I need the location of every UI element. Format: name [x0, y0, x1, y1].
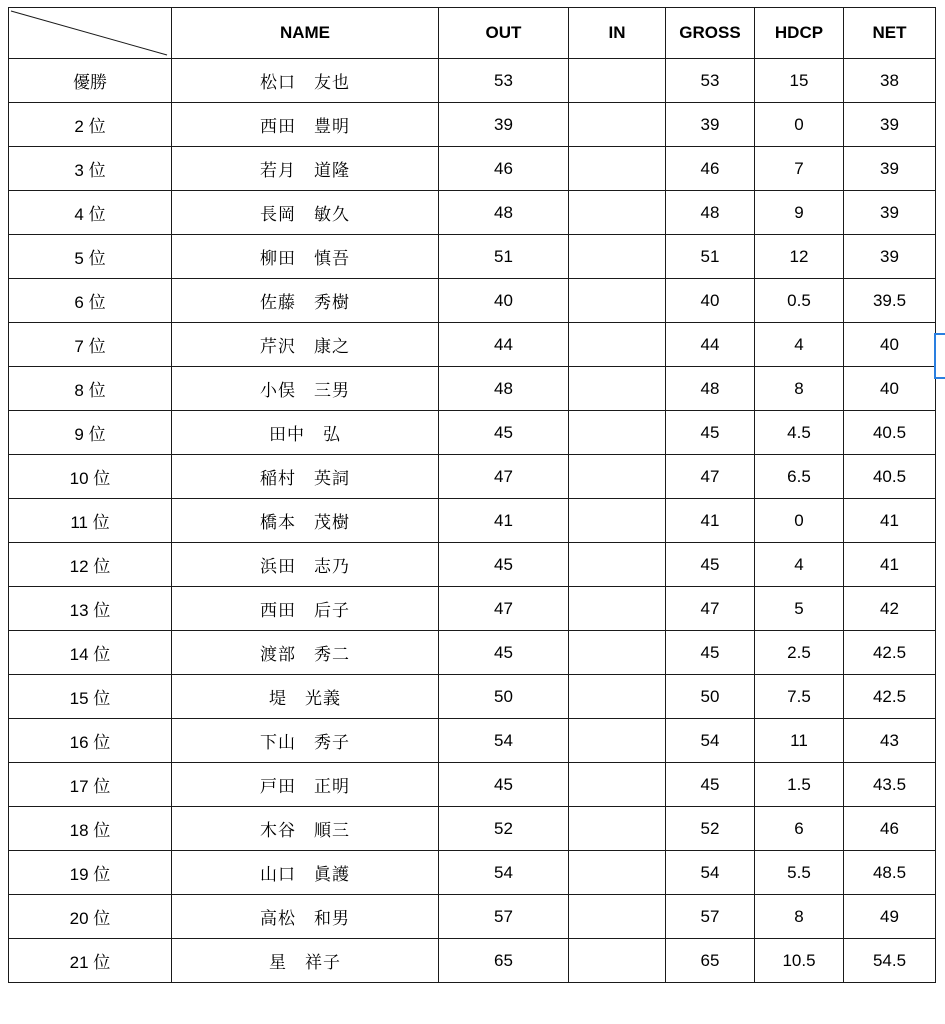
net-cell: 39 [844, 103, 936, 147]
in-cell [569, 675, 666, 719]
out-cell: 45 [439, 411, 569, 455]
rank-cell: 4 位 [9, 191, 172, 235]
net-cell: 39.5 [844, 279, 936, 323]
hdcp-cell: 7.5 [755, 675, 844, 719]
net-cell: 48.5 [844, 851, 936, 895]
name-cell: 西田 后子 [172, 587, 439, 631]
name-cell: 渡部 秀二 [172, 631, 439, 675]
out-cell: 65 [439, 939, 569, 983]
gross-cell: 57 [666, 895, 755, 939]
in-cell [569, 763, 666, 807]
in-cell [569, 323, 666, 367]
hdcp-cell: 1.5 [755, 763, 844, 807]
name-cell: 高松 和男 [172, 895, 439, 939]
in-cell [569, 499, 666, 543]
in-cell [569, 719, 666, 763]
in-cell [569, 851, 666, 895]
in-cell [569, 895, 666, 939]
hdcp-cell: 15 [755, 59, 844, 103]
rank-cell: 14 位 [9, 631, 172, 675]
results-table [8, 7, 936, 983]
header-name: NAME [172, 8, 439, 59]
in-cell [569, 191, 666, 235]
out-cell: 54 [439, 851, 569, 895]
table-row [9, 191, 936, 235]
table-row [9, 939, 936, 983]
name-cell: 田中 弘 [172, 411, 439, 455]
out-cell: 45 [439, 763, 569, 807]
gross-cell: 65 [666, 939, 755, 983]
table-row [9, 323, 936, 367]
gross-cell: 51 [666, 235, 755, 279]
name-cell: 堤 光義 [172, 675, 439, 719]
out-cell: 44 [439, 323, 569, 367]
out-cell: 48 [439, 191, 569, 235]
table-row [9, 763, 936, 807]
table-body [9, 59, 936, 983]
gross-cell: 39 [666, 103, 755, 147]
hdcp-cell: 4.5 [755, 411, 844, 455]
net-cell: 40.5 [844, 455, 936, 499]
net-cell: 46 [844, 807, 936, 851]
out-cell: 46 [439, 147, 569, 191]
out-cell: 47 [439, 587, 569, 631]
header-row [9, 8, 936, 59]
name-cell: 山口 眞護 [172, 851, 439, 895]
in-cell [569, 59, 666, 103]
rank-cell: 7 位 [9, 323, 172, 367]
out-cell: 41 [439, 499, 569, 543]
rank-cell: 21 位 [9, 939, 172, 983]
net-cell: 43 [844, 719, 936, 763]
header-gross: GROSS [666, 8, 755, 59]
table-row [9, 103, 936, 147]
gross-cell: 52 [666, 807, 755, 851]
gross-cell: 44 [666, 323, 755, 367]
table-row [9, 499, 936, 543]
out-cell: 53 [439, 59, 569, 103]
hdcp-cell: 11 [755, 719, 844, 763]
hdcp-cell: 4 [755, 543, 844, 587]
gross-cell: 45 [666, 411, 755, 455]
in-cell [569, 807, 666, 851]
net-cell: 42.5 [844, 631, 936, 675]
table-row [9, 631, 936, 675]
gross-cell: 40 [666, 279, 755, 323]
out-cell: 51 [439, 235, 569, 279]
rank-cell: 16 位 [9, 719, 172, 763]
net-cell: 41 [844, 499, 936, 543]
hdcp-cell: 2.5 [755, 631, 844, 675]
hdcp-cell: 6.5 [755, 455, 844, 499]
rank-cell: 9 位 [9, 411, 172, 455]
hdcp-cell: 4 [755, 323, 844, 367]
name-cell: 浜田 志乃 [172, 543, 439, 587]
hdcp-cell: 0 [755, 103, 844, 147]
name-cell: 星 祥子 [172, 939, 439, 983]
in-cell [569, 939, 666, 983]
name-cell: 柳田 慎吾 [172, 235, 439, 279]
rank-cell: 12 位 [9, 543, 172, 587]
hdcp-cell: 9 [755, 191, 844, 235]
name-cell: 芹沢 康之 [172, 323, 439, 367]
rank-cell: 優勝 [9, 59, 172, 103]
net-cell: 39 [844, 191, 936, 235]
name-cell: 若月 道隆 [172, 147, 439, 191]
rank-cell: 17 位 [9, 763, 172, 807]
name-cell: 松口 友也 [172, 59, 439, 103]
net-cell: 42.5 [844, 675, 936, 719]
gross-cell: 45 [666, 631, 755, 675]
gross-cell: 48 [666, 367, 755, 411]
out-cell: 54 [439, 719, 569, 763]
net-cell: 49 [844, 895, 936, 939]
rank-cell: 20 位 [9, 895, 172, 939]
in-cell [569, 543, 666, 587]
gross-cell: 50 [666, 675, 755, 719]
net-cell: 41 [844, 543, 936, 587]
in-cell [569, 367, 666, 411]
in-cell [569, 279, 666, 323]
rank-cell: 2 位 [9, 103, 172, 147]
name-cell: 佐藤 秀樹 [172, 279, 439, 323]
in-cell [569, 455, 666, 499]
out-cell: 40 [439, 279, 569, 323]
rank-cell: 3 位 [9, 147, 172, 191]
rank-cell: 10 位 [9, 455, 172, 499]
rank-cell: 11 位 [9, 499, 172, 543]
table-row [9, 147, 936, 191]
net-cell: 39 [844, 235, 936, 279]
rank-cell: 18 位 [9, 807, 172, 851]
table-row [9, 543, 936, 587]
name-cell: 小俣 三男 [172, 367, 439, 411]
name-cell: 橋本 茂樹 [172, 499, 439, 543]
name-cell: 長岡 敏久 [172, 191, 439, 235]
table-row [9, 807, 936, 851]
out-cell: 48 [439, 367, 569, 411]
hdcp-cell: 5 [755, 587, 844, 631]
rank-cell: 6 位 [9, 279, 172, 323]
table-row [9, 235, 936, 279]
in-cell [569, 587, 666, 631]
gross-cell: 54 [666, 719, 755, 763]
in-cell [569, 235, 666, 279]
hdcp-cell: 10.5 [755, 939, 844, 983]
out-cell: 52 [439, 807, 569, 851]
table-row [9, 895, 936, 939]
header-net: NET [844, 8, 936, 59]
name-cell: 西田 豊明 [172, 103, 439, 147]
gross-cell: 45 [666, 543, 755, 587]
hdcp-cell: 0 [755, 499, 844, 543]
name-cell: 下山 秀子 [172, 719, 439, 763]
net-cell: 39 [844, 147, 936, 191]
header-hdcp: HDCP [755, 8, 844, 59]
gross-cell: 41 [666, 499, 755, 543]
table-row [9, 851, 936, 895]
in-cell [569, 631, 666, 675]
out-cell: 45 [439, 631, 569, 675]
selection-indicator [934, 333, 945, 379]
name-cell: 稲村 英詞 [172, 455, 439, 499]
gross-cell: 54 [666, 851, 755, 895]
table-row [9, 367, 936, 411]
gross-cell: 53 [666, 59, 755, 103]
hdcp-cell: 6 [755, 807, 844, 851]
header-out: OUT [439, 8, 569, 59]
name-cell: 戸田 正明 [172, 763, 439, 807]
rank-cell: 19 位 [9, 851, 172, 895]
in-cell [569, 103, 666, 147]
gross-cell: 45 [666, 763, 755, 807]
gross-cell: 46 [666, 147, 755, 191]
hdcp-cell: 8 [755, 367, 844, 411]
table-row [9, 411, 936, 455]
out-cell: 47 [439, 455, 569, 499]
table-row [9, 279, 936, 323]
in-cell [569, 411, 666, 455]
net-cell: 40 [844, 323, 936, 367]
out-cell: 50 [439, 675, 569, 719]
diagonal-line-icon [9, 8, 171, 58]
net-cell: 54.5 [844, 939, 936, 983]
gross-cell: 47 [666, 587, 755, 631]
out-cell: 57 [439, 895, 569, 939]
hdcp-cell: 5.5 [755, 851, 844, 895]
table-row [9, 455, 936, 499]
out-cell: 45 [439, 543, 569, 587]
table-row [9, 59, 936, 103]
rank-cell: 15 位 [9, 675, 172, 719]
rank-cell: 5 位 [9, 235, 172, 279]
net-cell: 40.5 [844, 411, 936, 455]
gross-cell: 47 [666, 455, 755, 499]
net-cell: 43.5 [844, 763, 936, 807]
header-in: IN [569, 8, 666, 59]
table-row [9, 587, 936, 631]
rank-cell: 8 位 [9, 367, 172, 411]
hdcp-cell: 8 [755, 895, 844, 939]
out-cell: 39 [439, 103, 569, 147]
table-row [9, 719, 936, 763]
name-cell: 木谷 順三 [172, 807, 439, 851]
hdcp-cell: 0.5 [755, 279, 844, 323]
in-cell [569, 147, 666, 191]
corner-diagonal-cell [9, 8, 172, 59]
hdcp-cell: 12 [755, 235, 844, 279]
gross-cell: 48 [666, 191, 755, 235]
net-cell: 40 [844, 367, 936, 411]
net-cell: 42 [844, 587, 936, 631]
net-cell: 38 [844, 59, 936, 103]
table-row [9, 675, 936, 719]
hdcp-cell: 7 [755, 147, 844, 191]
rank-cell: 13 位 [9, 587, 172, 631]
